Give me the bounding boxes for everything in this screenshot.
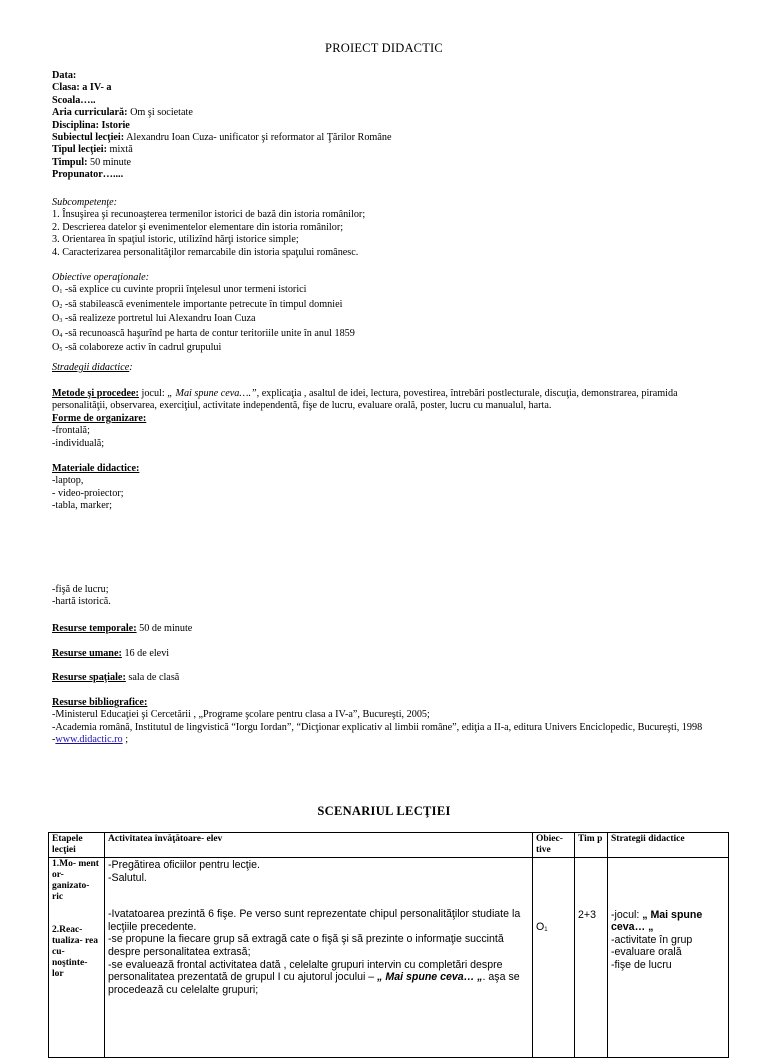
forma-item: -individuală; [52, 437, 105, 449]
obiectiv-item: $O_5$ -să colaboreze activ în cadrul grupului [52, 342, 222, 354]
metode-label: Metode şi procedee: [52, 388, 139, 399]
header-obiective: Obiec- tive [533, 833, 575, 858]
obiectiv-item: $O_4$ -să recunoască haşurînd pe harta de contur teritoriile unite în anul 1859 [52, 327, 355, 339]
tip-line: Tipul lecţiei: mixtă [52, 144, 133, 156]
obiective-heading: Obiective operaţionale: [52, 272, 150, 283]
materiale-continued [52, 584, 732, 609]
strategii-heading: Stradegii didactice [52, 362, 130, 373]
resurse-temporale-line: Resurse temporale: 50 de minute [52, 623, 193, 634]
etapa-2: 2.Reac- tualiza- rea cu- noştinte- lor [52, 925, 98, 979]
resurse-umane-line: Resurse umane: 16 de elevi [52, 648, 170, 659]
scenariu-title: SCENARIUL LECŢIEI [317, 804, 451, 818]
subcompetenta-item: 3. Orientarea în spaţiul istoric, utilizînd hărţi istorice simple; [52, 234, 299, 246]
materiale-section [52, 463, 732, 513]
obiectiv-item: $O_1$ -să explice cu cuvinte proprii înţelesul unor termeni istorici [52, 284, 307, 296]
strategii-heading-line: Stradegii didactice: [52, 362, 133, 373]
bibliografie-section: Resurse bibliografice: -Ministerul Educaţiei şi Cercetării , „Programe şcolare pentru clasa a IV-a”, Bucureşti, 2005; -Academia română, Institutul de lingvistică “Iorgu Iordan”, “Dicţionar explicativ al limbii române”, ediţia a II-a, editura Univers Enciclopedic, Bucureşti, 1998 -www.didactic.ro ; [52, 697, 732, 747]
bibliografie-item: -Ministerul Educaţiei şi Cercetării , „Programe şcolare pentru clasa a IV-a”, Bucureşti, 2005; [52, 709, 430, 721]
bibliografie-item: -Academia română, Institutul de lingvistică “Iorgu Iordan”, “Dicţionar explicativ al limbii române”, ediţia a II-a, editura Univers Enciclopedic, Bucureşti, 1998 [52, 721, 703, 733]
strategie-item: -fişe de lucru [611, 958, 672, 971]
material-item: -hartă istorică. [52, 596, 111, 608]
table-header-row [49, 833, 729, 858]
activity-item: -Ivatatoarea prezintă 6 fişe. Pe verso sunt reprezentate chipul personalităţilor studiate la lecţiile precedente. [108, 908, 521, 933]
etapa-1: 1.Mo- ment or- ganizato- ric [52, 859, 99, 902]
obiectiv-cell: $O_1$ [536, 921, 548, 933]
subcompetente-section [52, 197, 732, 259]
material-item: -tabla, marker; [52, 500, 112, 512]
subcompetenta-item: 2. Descrierea datelor şi evenimentelor elementare din istoria românilor; [52, 221, 344, 233]
scenariu-table [48, 832, 729, 1058]
obiectiv-item: $O_2$ -să stabilească evenimentele importante petrecute în timpul domniei [52, 298, 343, 310]
material-item: - video-proiector; [52, 487, 124, 499]
materiale-label: Materiale didactice: [52, 463, 140, 474]
header-timp: Tim p [575, 833, 608, 858]
metode-section: Metode şi procedee: jocul: „ Mai spune ceva….”, explicaţia , asaltul de idei, lectura, povestirea, întrebări postlecturale, discuţia, demonstrarea, piramida personalităţii, observarea, exerciţiul, activitate independentă, fişe de lucru, evaluare orală, poster, lucru cu manualul, harta. Forme de organizare: -frontală; -individuală; [52, 388, 732, 450]
obiective-section [52, 272, 732, 356]
activity-item: -se propune la fiecare grup să extragă cate o fişă şi să prezinte o informaţie succintă despre personalitatea extrasă; [108, 933, 504, 958]
clasa-line: Clasa: a IV- a [52, 82, 112, 94]
header-activitatea: Activitatea învăţătoare- elev [105, 833, 533, 858]
didactic-link[interactable]: www.didactic.ro [55, 734, 123, 746]
subcompetente-heading: Subcompetenţe: [52, 197, 118, 208]
material-item: -fişă de lucru; [52, 584, 109, 595]
timp-line: Timpul: 50 minute [52, 156, 132, 168]
table-row [49, 858, 729, 1058]
strategie-item: -activitate în grup [611, 933, 693, 946]
document-title: PROIECT DIDACTIC [325, 41, 443, 55]
resurse-spatiale-line: Resurse spaţiale: sala de clasă [52, 672, 180, 683]
subcompetenta-item: 1. Însuşirea şi recunoaşterea termenilor istorici de bază din istoria românilor; [52, 209, 366, 221]
timp-cell: 2+3 [578, 909, 596, 921]
bibliografie-label: Resurse bibliografice: [52, 697, 148, 708]
strategie-item: -evaluare orală [611, 946, 682, 959]
obiectiv-item: $O_3$ -să realizeze portretul lui Alexandru Ioan Cuza [52, 313, 256, 325]
disciplina-line: Disciplina: Istorie [52, 119, 130, 131]
propunator-line: Propunator….... [52, 169, 124, 181]
activity-item: -Salutul. [108, 871, 147, 884]
strategie-item: -jocul: „ Mai spune ceva… „ [611, 909, 703, 934]
forme-label: Forme de organizare: [52, 412, 147, 424]
scoala-line: Scoala….. [52, 94, 96, 106]
data-line: Data: [52, 70, 77, 81]
material-item: -laptop, [52, 475, 84, 487]
header-strategii: Strategii didactice [608, 833, 729, 858]
aria-line: Aria curriculară: Om şi societate [52, 107, 193, 119]
activity-item: -se evaluează frontal activitatea dată , celelalte grupuri intervin cu completări despre personalitatea prezentată de grupul I cu ajutorul jocului – „ Mai spune ceva… „. aşa se procedează cu celelalte grupuri; [108, 958, 520, 996]
subiect-line: Subiectul lecţiei: Alexandru Ioan Cuza- unificator şi reformator al Ţărilor Române [52, 132, 392, 144]
activity-item: -Pregătirea oficiilor pentru lecţie. [108, 859, 260, 871]
header-etape: Etapele lecţiei [49, 833, 105, 858]
subcompetenta-item: 4. Caracterizarea personalităţilor remarcabile din istoria spaţului românesc. [52, 246, 359, 258]
forma-item: -frontală; [52, 425, 90, 437]
header-info [52, 70, 732, 182]
